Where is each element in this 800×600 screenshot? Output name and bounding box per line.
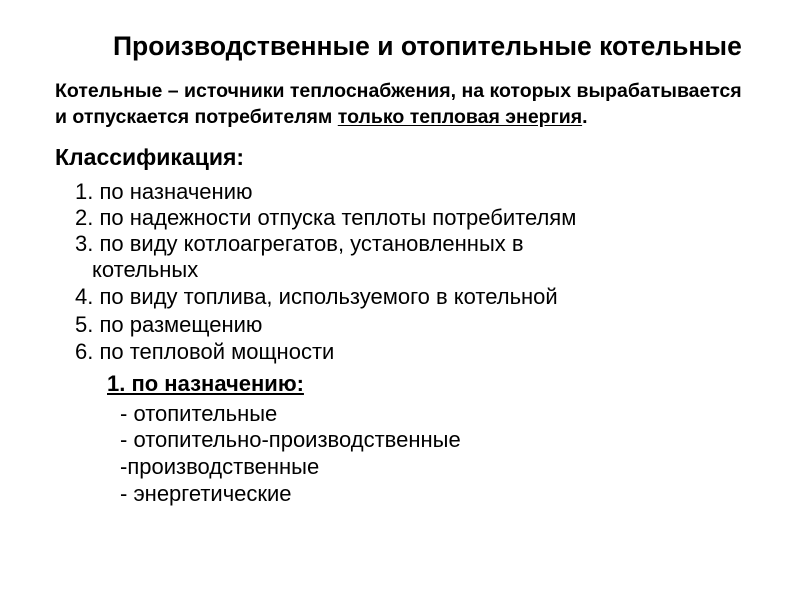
by-purpose-item-1: - отопительные xyxy=(120,401,278,426)
classification-item-5: 5. по размещению xyxy=(75,312,263,337)
slide-title: Производственные и отопительные котельные xyxy=(113,31,742,61)
definition-emphasis: только тепловая энергия xyxy=(337,106,583,128)
definition-line-2-prefix: и отпускается потребителям xyxy=(55,106,338,128)
definition-line-2-suffix: . xyxy=(582,106,588,128)
classification-item-3: 3. по виду котлоагрегатов, установленных в xyxy=(75,231,524,256)
by-purpose-heading: 1. по назначению: xyxy=(107,371,304,396)
by-purpose-item-2: - отопительно-производственные xyxy=(120,427,461,452)
classification-item-1: 1. по назначению xyxy=(75,179,253,204)
classification-heading: Классификация: xyxy=(55,144,245,170)
definition-line-2 xyxy=(55,104,588,130)
definition-line-1: Котельные – источники теплоснабжения, на которых вырабатывается xyxy=(55,80,742,102)
by-purpose-item-4: - энергетические xyxy=(120,481,292,506)
classification-item-6: 6. по тепловой мощности xyxy=(75,339,335,364)
classification-item-4: 4. по виду топлива, используемого в котельной xyxy=(75,284,558,309)
classification-item-3-continuation: котельных xyxy=(92,257,199,282)
by-purpose-item-3: -производственные xyxy=(120,454,320,479)
classification-item-2: 2. по надежности отпуска теплоты потребителям xyxy=(75,205,577,230)
